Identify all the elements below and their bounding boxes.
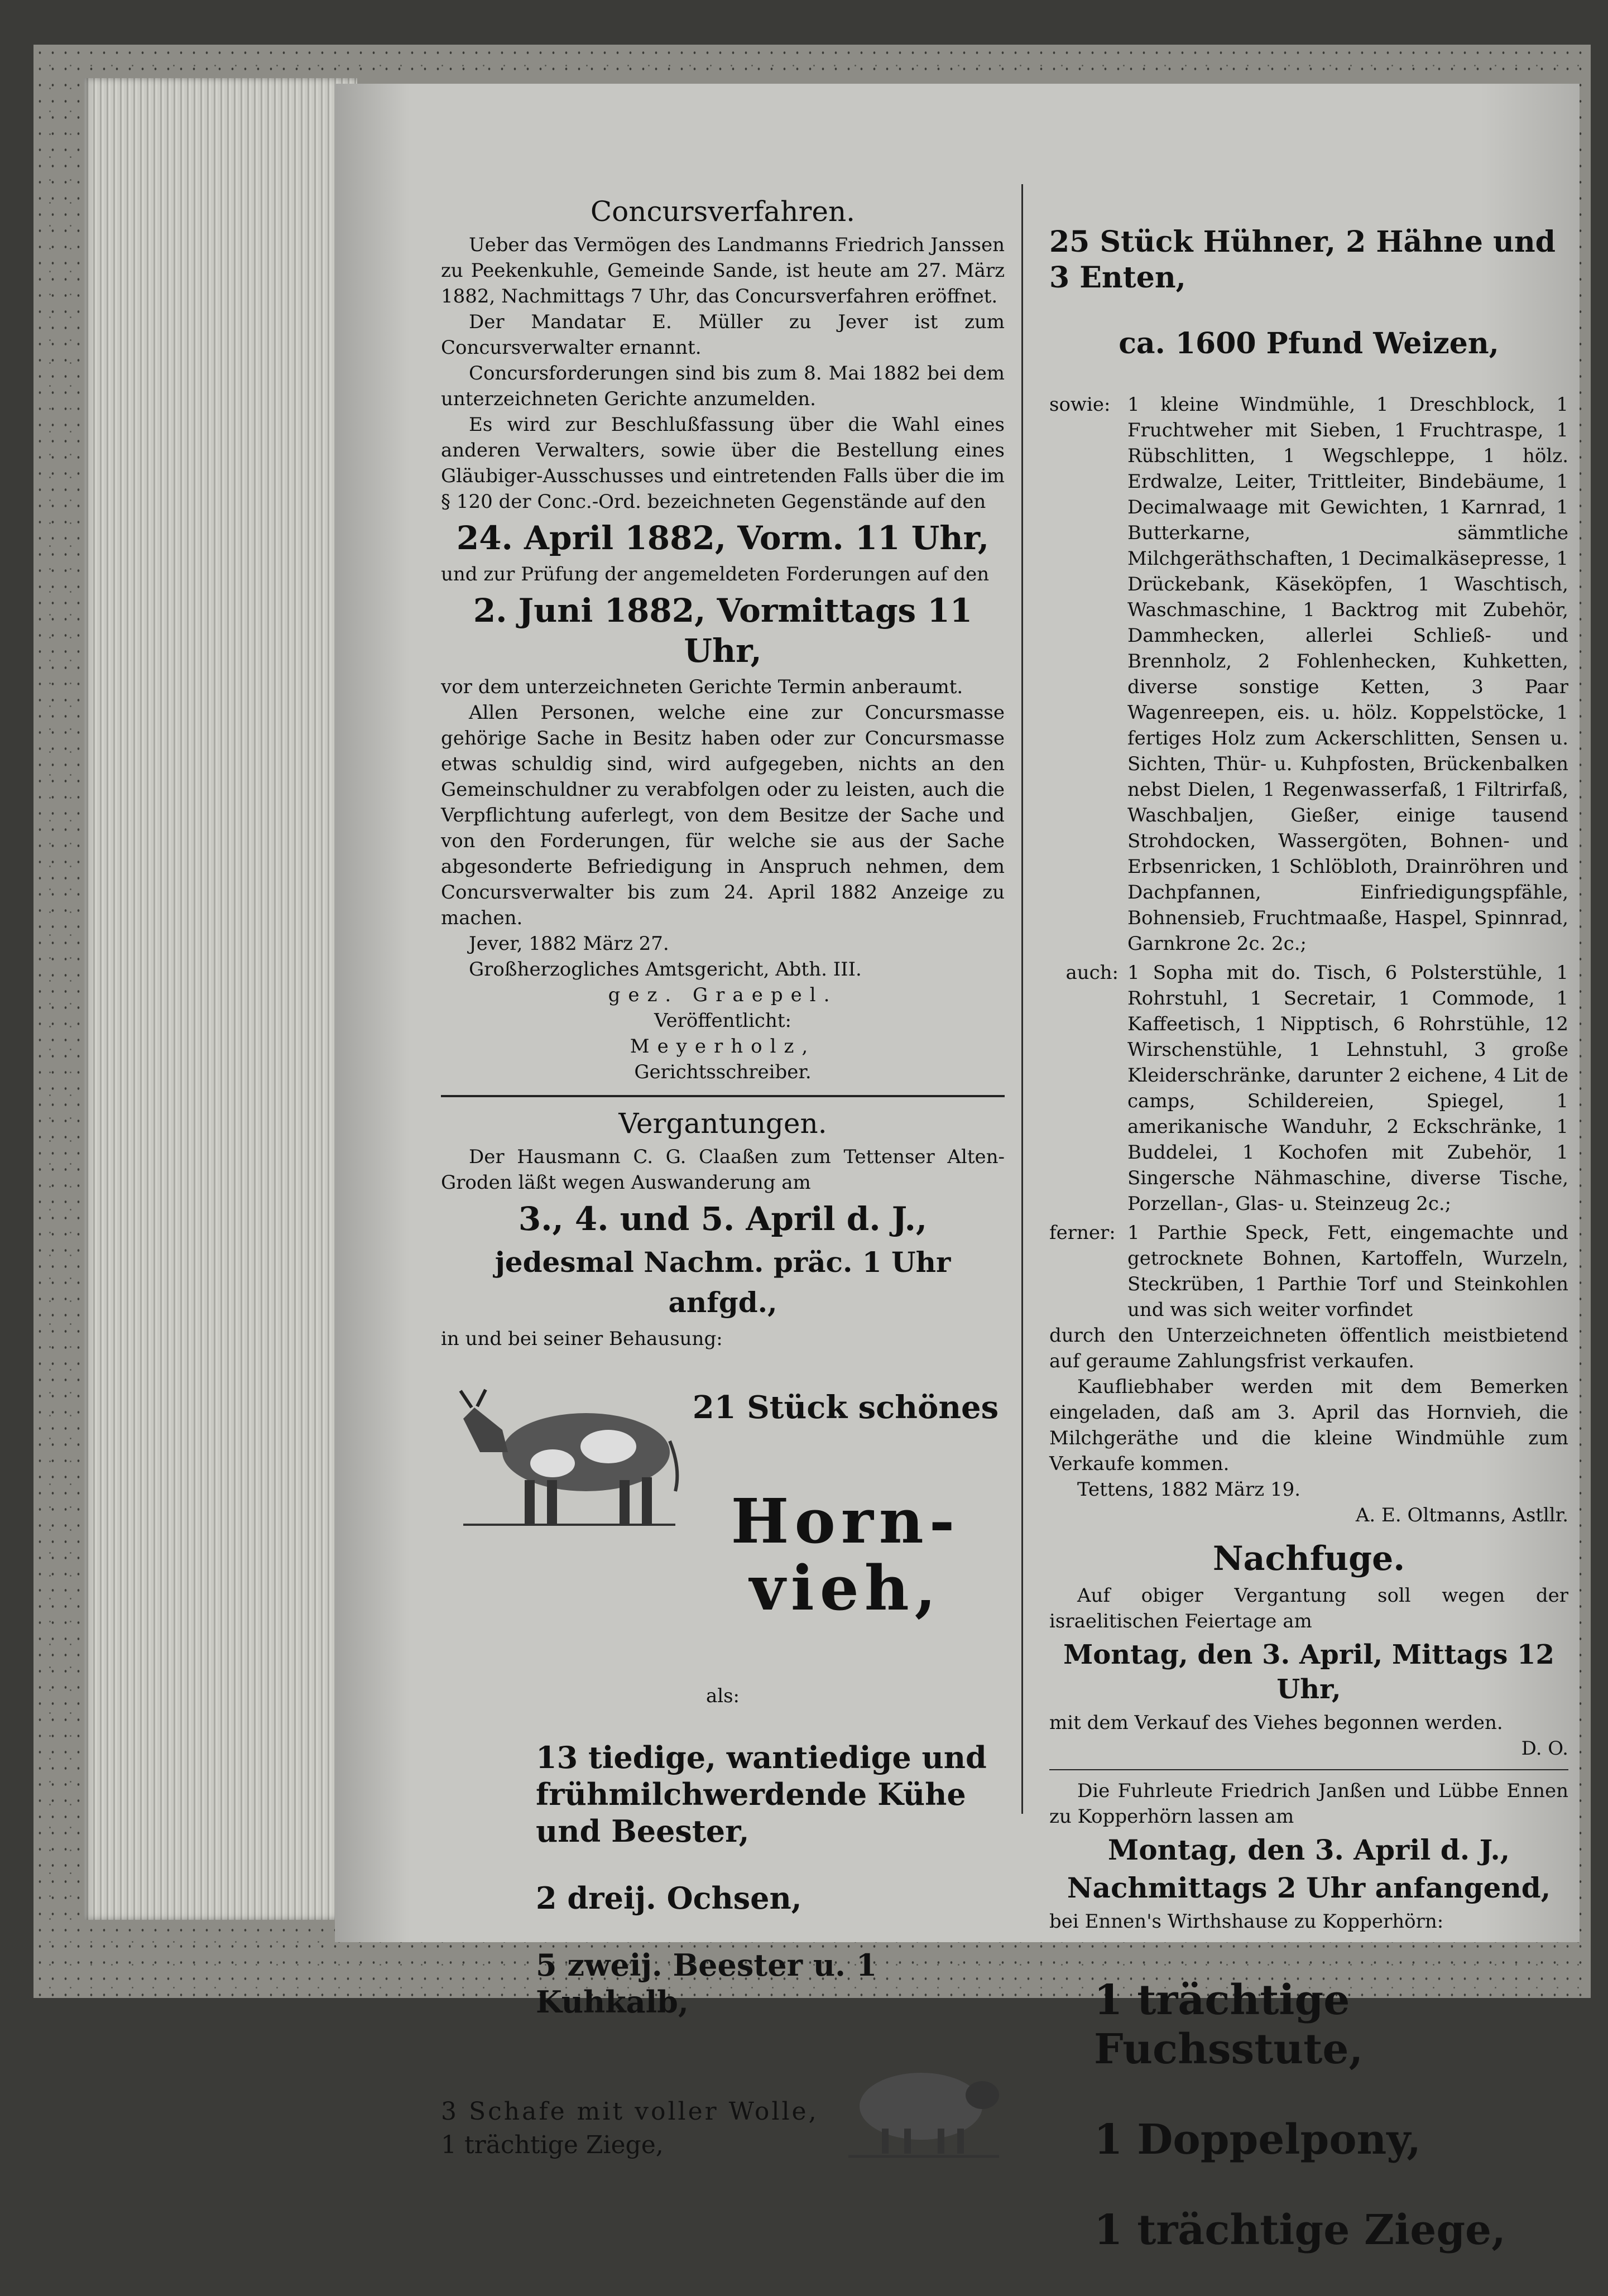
right-column [1049,195,1568,2296]
hornvieh-title: Horn- vieh, [731,1485,961,1624]
nachfuge-signature: D. O. [1521,1737,1568,1760]
place-date: Jever, 1882 März 27. [469,933,669,955]
auction-dates: 3., 4. und 5. April d. J., [518,1200,928,1238]
lot-section-label: ferner: [1049,1222,1116,1244]
lot-section-label: sowie: [1049,393,1111,416]
lot-item: 13 tiedige, wantiedige und frühmilchwerdende Kühe und Beester, [536,1740,987,1849]
concurs-notice [441,195,1005,1085]
livestock-count: 21 Stück schönes [692,1389,999,1426]
lot-item: 2 dreij. Ochsen, [536,1880,802,1916]
lot-item: 5 zweij. Beester u. 1 Kuhkalb, [536,1947,877,2020]
concurs-paragraph: Es wird zur Beschlußfassung über die Wahl eines anderen Verwalters, sowie über die Bestellung eines Gläubiger-Ausschusses und eintretenden Falls über die im § 120 der Conc.-Ord. bezeichneten Gegenstände auf den [441,414,1005,513]
section-rule [1049,1769,1568,1770]
lot-item: 1 Doppelpony, [1094,2116,1422,2164]
hearing-date-1: 24. April 1882, Vorm. 11 Uhr, [456,519,990,557]
clerk-title: Gerichtsschreiber. [634,1061,812,1083]
fuhrleute-place: bei Ennen's Wirthshause zu Kopperhörn: [1049,1910,1444,1933]
lot-item: 1 trächtige Ziege, [1094,2206,1506,2254]
lot-section-items: 1 kleine Windmühle, 1 Dreschblock, 1 Fruchtweher mit Sieben, 1 Fruchtraspe, 1 Rübschlitten, 1 Wegschleppe, 1 hölz. Erdwalze, Leiter, Trittleiter, Bindebäume, 1 Decimalwaage mit Gewichten, 1 Karnrad, 1 Butterkarne, sämmtliche Milchgeräthschaften, 1 Decimalkäsepresse, 1 Drückebank, Käseköpfen, 1 Waschtisch, Waschmaschine, 1 Backtrog mit Zubehör, Dammhecken, allerlei Schließ- und Brennholz, 2 Fohlenhecken, Kuhketten, diverse sonstige Ketten, 3 Paar Wagenreepen, eis. u. hölz. Koppelstöcke, 1 fertiges Holz zum Ackerschlitten, Sensen u. Sichten, Thür- u. Kuhpfosten, Brückenbalken nebst Dielen, 1 Regenwasserfaß, 1 Filtrirfaß, Waschbaljen, Gießer, einige tausend Strohdocken, Wassergöten, Bohnen- und Erbsenricken, 1 Schlöbloth, Drainröhren und Dachpfannen, Einfriedigungspfähle, Bohnensieb, Fruchtmaaße, Haspel, Spinnrad, Garnkrone 2c. 2c.; [1127,393,1568,955]
auction-intro: Der Hausmann C. G. Claaßen zum Tettenser Alten-Groden läßt wegen Auswanderung am [441,1146,1005,1194]
concurs-heading: Concursverfahren. [590,195,856,228]
fuhrleute-time: Nachmittags 2 Uhr anfangend, [1067,1871,1551,1904]
left-column [441,195,1005,2162]
lot-item: 1 trächtige Fuchsstute, [1094,1976,1364,2073]
concurs-paragraph: Concursforderungen sind bis zum 8. Mai 1882 bei dem unterzeichneten Gerichte anzumelden. [441,362,1005,410]
lot-section-items: 1 Sopha mit do. Tisch, 6 Polsterstühle, 1 Rohrstuhl, 1 Secretair, 1 Commode, 1 Kaffeetisch, 1 Nipptisch, 6 Rohrstühle, 12 Wirschenstühle, 1 Lehnstuhl, 3 große Kleiderschränke, darunter 2 eichene, 4 Lit de camps, Schildereien, Spiegel, 1 amerikanische Wanduhr, 2 Eckschränke, 1 Buddelei, 1 Kochofen mit Zubehör, 1 Singersche Nähmaschine, diverse Tische, Porzellan-, Glas- u. Steinzeug 2c.; [1127,962,1568,1215]
cow-illustration [441,1357,687,1558]
fuhrleute-intro: Die Fuhrleute Friedrich Janßen und Lübbe Ennen zu Kopperhörn lassen am [1049,1780,1568,1828]
hearing-date-2: 2. Juni 1882, Vormittags 11 Uhr, [473,592,973,670]
nachfuge-date: Montag, den 3. April, Mittags 12 Uhr, [1063,1639,1554,1705]
auction-place: in und bei seiner Behausung: [441,1328,723,1350]
place-date: Tettens, 1882 März 19. [1077,1478,1301,1501]
sale-terms: durch den Unterzeichneten öffentlich meistbietend auf geraume Zahlungsfrist verkaufen. [1049,1324,1568,1372]
lot-section-label: auch: [1065,962,1119,984]
lot-section-auch [1049,960,1568,1217]
buyers-notice: Kaufliebhaber werden mit dem Bemerken eingeladen, daß am 3. April das Hornvieh, die Milchgeräthe und die kleine Windmühle zum Verkaufe kommen. [1049,1376,1568,1475]
auction-time: jedesmal Nachm. präc. 1 Uhr anfgd., [495,1246,951,1319]
section-rule [441,1095,1005,1097]
nachfuge-heading: Nachfuge. [1212,1539,1405,1578]
concurs-paragraph: Ueber das Vermögen des Landmanns Friedrich Janssen zu Peekenkuhle, Gemeinde Sande, ist heute am 27. März 1882, Nachmittags 7 Uhr, das Concursverfahren eröffnet. [441,234,1005,308]
signed-by: gez. Graepel. [608,984,838,1006]
column-divider [1021,184,1023,1814]
fuhrleute-date: Montag, den 3. April d. J., [1107,1833,1510,1866]
poultry-lot: 25 Stück Hühner, 2 Hähne und 3 Enten, [1049,225,1556,295]
lot-section-items: 1 Parthie Speck, Fett, eingemachte und getrocknete Bohnen, Kartoffeln, Wurzeln, Steckrüben, 1 Parthie Torf und Steinkohlen und was sich weiter vorfindet [1127,1222,1568,1321]
page-edges [84,78,357,1920]
clerk-name: Meyerholz, [630,1035,816,1058]
auctioneer-signature: A. E. Oltmanns, Astllr. [1355,1504,1568,1526]
lot-section-ferner [1049,1220,1568,1323]
vergantungen-heading: Vergantungen. [618,1107,827,1140]
published-label: Veröffentlicht: [654,1010,791,1032]
vergantungen-notice [441,1107,1005,2162]
court-name: Großherzogliches Amtsgericht, Abth. III. [469,958,862,981]
nachfuge-text: mit dem Verkauf des Viehes begonnen werden. [1049,1712,1503,1734]
nachfuge-intro: Auf obiger Vergantung soll wegen der israelitischen Feiertage am [1049,1584,1568,1632]
lot-item: 3 Schafe mit voller Wolle, [441,2097,819,2126]
sheep-illustration [843,2050,1005,2162]
concurs-paragraph: und zur Prüfung der angemeldeten Forderungen auf den [441,563,990,585]
lot-item: 1 trächtige Ziege, [441,2131,664,2159]
concurs-paragraph: Der Mandatar E. Müller zu Jever ist zum Concursverwalter ernannt. [441,311,1005,359]
als-label: als: [705,1685,740,1707]
concurs-paragraph: vor dem unterzeichneten Gerichte Termin anberaumt. [441,676,963,698]
wheat-lot: ca. 1600 Pfund Weizen, [1119,326,1499,361]
lot-section-sowie [1049,392,1568,957]
concurs-paragraph: Allen Personen, welche eine zur Concursmasse gehörige Sache in Besitz haben oder zur Concursmasse etwas schuldig sind, wird aufgegeben, nichts an den Gemeinschuldner zu verabfolgen oder zu leisten, auch die Verpflichtung auferlegt, von dem Besitze der Sache und von den Forderungen, für welche sie aus der Sache abgesonderte Befriedigung in Anspruch nehmen, dem Concursverwalter bis zum 24. April 1882 Anzeige zu machen. [441,702,1005,929]
